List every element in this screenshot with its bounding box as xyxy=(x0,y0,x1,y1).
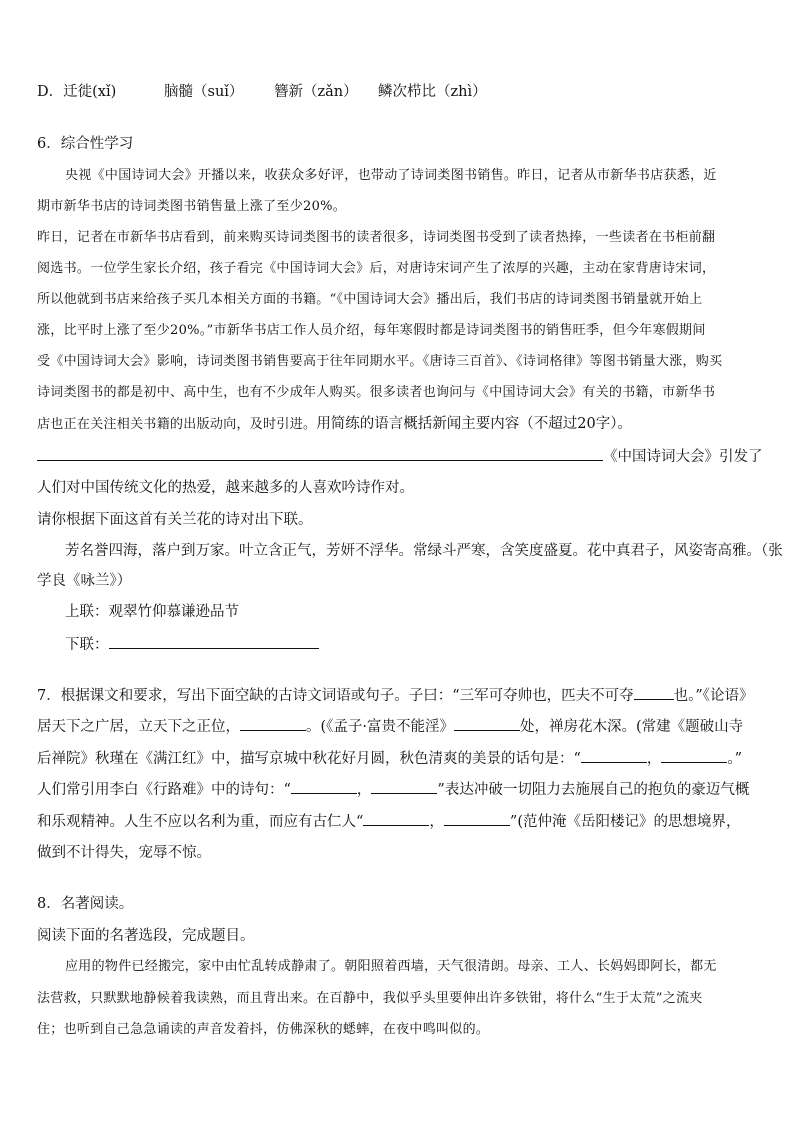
q8-heading: 8．名著阅读。 xyxy=(37,896,134,912)
q7-line-6: 做到不计得失，宠辱不惊。 xyxy=(37,845,211,861)
q7-line-4 xyxy=(37,779,749,800)
q7-text: ， xyxy=(429,814,444,830)
option-d-word-1: D．迁徙(xǐ) xyxy=(37,84,117,100)
q6-poem-line: 芳名誉四海，落户到万家。叶立含正气，芳妍不浮华。常绿斗严寒，含笑度盛夏。花中真君子，风姿寄高雅。（张 xyxy=(65,543,783,559)
q8-excerpt-line: 应用的物件已经搬完，家中由忙乱转成静肃了。朝阳照着西墙，天气很清朗。母亲、工人、长妈妈即阿长，都无 xyxy=(65,959,717,974)
q6-task-1: 用简练的语言概括新闻主要内容（不超过20字）。 xyxy=(316,416,633,432)
q6-news-line: 昨日，记者在市新华书店看到，前来购买诗词类图书的读者很多，诗词类图书受到了读者热捧，一些读者在书柜前翻 xyxy=(37,230,716,245)
q6-news-last-line xyxy=(37,414,632,435)
q6-lower-couplet-blank[interactable] xyxy=(109,634,319,649)
q7-blank[interactable] xyxy=(581,748,647,763)
q7-blank[interactable] xyxy=(454,716,520,731)
q7-blank[interactable] xyxy=(363,811,429,826)
q8-excerpt-line: 法营救，只默默地静候着我读熟，而且背出来。在百静中，我似乎头里要伸出许多铁钳，将什么“生于太荒”之流夹 xyxy=(37,991,703,1006)
q7-text: 人们常引用李白《行路难》中的诗句：“ xyxy=(37,782,291,798)
q7-text: 。(《孟子·富贵不能淫》 xyxy=(306,719,455,735)
q7-text: 居天下之广居，立天下之正位， xyxy=(37,719,240,735)
q7-line-3 xyxy=(37,748,742,769)
q7-blank[interactable] xyxy=(371,779,437,794)
q6-news-line: 期市新华书店的诗词类图书销售量上涨了至少20%。 xyxy=(37,199,347,214)
q6-upper-couplet: 上联：观翠竹仰慕谦逊品节 xyxy=(65,604,239,620)
q7-text: ”(范仲淹《岳阳楼记》的思想境界， xyxy=(509,814,741,830)
q8-excerpt-line: 住；也听到自己急急诵读的声音发着抖，仿佛深秋的蟋蟀，在夜中鸣叫似的。 xyxy=(37,1022,490,1037)
q7-line-2 xyxy=(37,716,743,737)
q7-blank[interactable] xyxy=(444,811,510,826)
option-d-word-3: 簪新（zǎn） xyxy=(274,84,358,100)
q6-news-tail: 店也正在关注相关书籍的出版动向，及时引进。 xyxy=(37,417,317,432)
q6-news-line: 涨，比平时上涨了至少20%。”市新华书店工作人员介绍，每年寒假时都是诗词类图书的销售旺季，但今年寒假期间 xyxy=(37,323,706,338)
q6-lower-couplet-row xyxy=(65,634,319,655)
q7-blank[interactable] xyxy=(291,779,357,794)
q6-answer-blank-1[interactable] xyxy=(37,446,603,461)
q7-text: ， xyxy=(356,782,372,798)
q7-text: 后禅院》秋瑾在《满江红》中，描写京城中秋花好月圆，秋色清爽的美景的话句是：“ xyxy=(37,751,581,767)
q6-lower-couplet-label: 下联： xyxy=(65,637,109,653)
q6-answer-continuation: 人们对中国传统文化的热爱，越来越多的人喜欢吟诗作对。 xyxy=(37,480,414,496)
q6-task-2: 请你根据下面这首有关兰花的诗对出下联。 xyxy=(37,512,313,528)
q7-text: ， xyxy=(646,751,662,767)
q7-text: 7．根据课文和要求，写出下面空缺的古诗文词语或句子。子曰：“三军可夺帅也，匹夫不可夺 xyxy=(37,688,634,704)
q6-news-line: 阅选书。一位学生家长介绍，孩子看完《中国诗词大会》后，对唐诗宋词产生了浓厚的兴趣，主动在家背唐诗宋词， xyxy=(37,261,716,276)
q7-text: 。” xyxy=(727,751,743,767)
q7-blank[interactable] xyxy=(240,716,306,731)
option-d-row xyxy=(37,82,487,102)
q7-text: 处，禅房花木深。(常建《题破山寺 xyxy=(520,719,744,735)
q6-news-line: 受《中国诗词大会》影响，诗词类图书销售要高于往年同期水平。《唐诗三百首》、《诗词格律》等图书销量大涨，购买 xyxy=(37,354,723,369)
q7-text: 和乐观精神。人生不应以名利为重，而应有古仁人“ xyxy=(37,814,364,830)
q8-task: 阅读下面的名著选段，完成题目。 xyxy=(37,928,255,944)
q6-news-line: 诗词类图书的都是初中、高中生，也有不少成年人购买。很多读者也询问与《中国诗词大会》有关的书籍，市新华书 xyxy=(37,385,716,400)
q7-blank[interactable] xyxy=(661,748,727,763)
q6-news-line: 所以他就到书店来给孩子买几本相关方面的书籍。“《中国诗词大会》播出后，我们书店的诗词类图书销量就开始上 xyxy=(37,292,703,307)
q6-news-line: 央视《中国诗词大会》开播以来，收获众多好评，也带动了诗词类图书销售。昨日，记者从市新华书店获悉，近 xyxy=(65,168,717,183)
option-d-word-4: 鳞次栉比（zhì） xyxy=(378,84,487,100)
option-d-word-2: 脑髓（suǐ） xyxy=(164,84,244,100)
q7-line-1 xyxy=(37,685,754,706)
q6-answer-row-1 xyxy=(37,446,763,467)
q6-heading: 6．综合性学习 xyxy=(37,136,134,152)
q7-blank[interactable] xyxy=(634,685,674,700)
q6-poem-line: 学良《咏兰》） xyxy=(37,573,132,589)
q7-text: 也。”《论语》 xyxy=(673,688,754,704)
q7-text: ”表达冲破一切阻力去施展自己的抱负的豪迈气概 xyxy=(437,782,750,798)
q7-line-5 xyxy=(37,811,741,832)
q6-answer-tail: 《中国诗词大会》引发了 xyxy=(603,449,763,465)
